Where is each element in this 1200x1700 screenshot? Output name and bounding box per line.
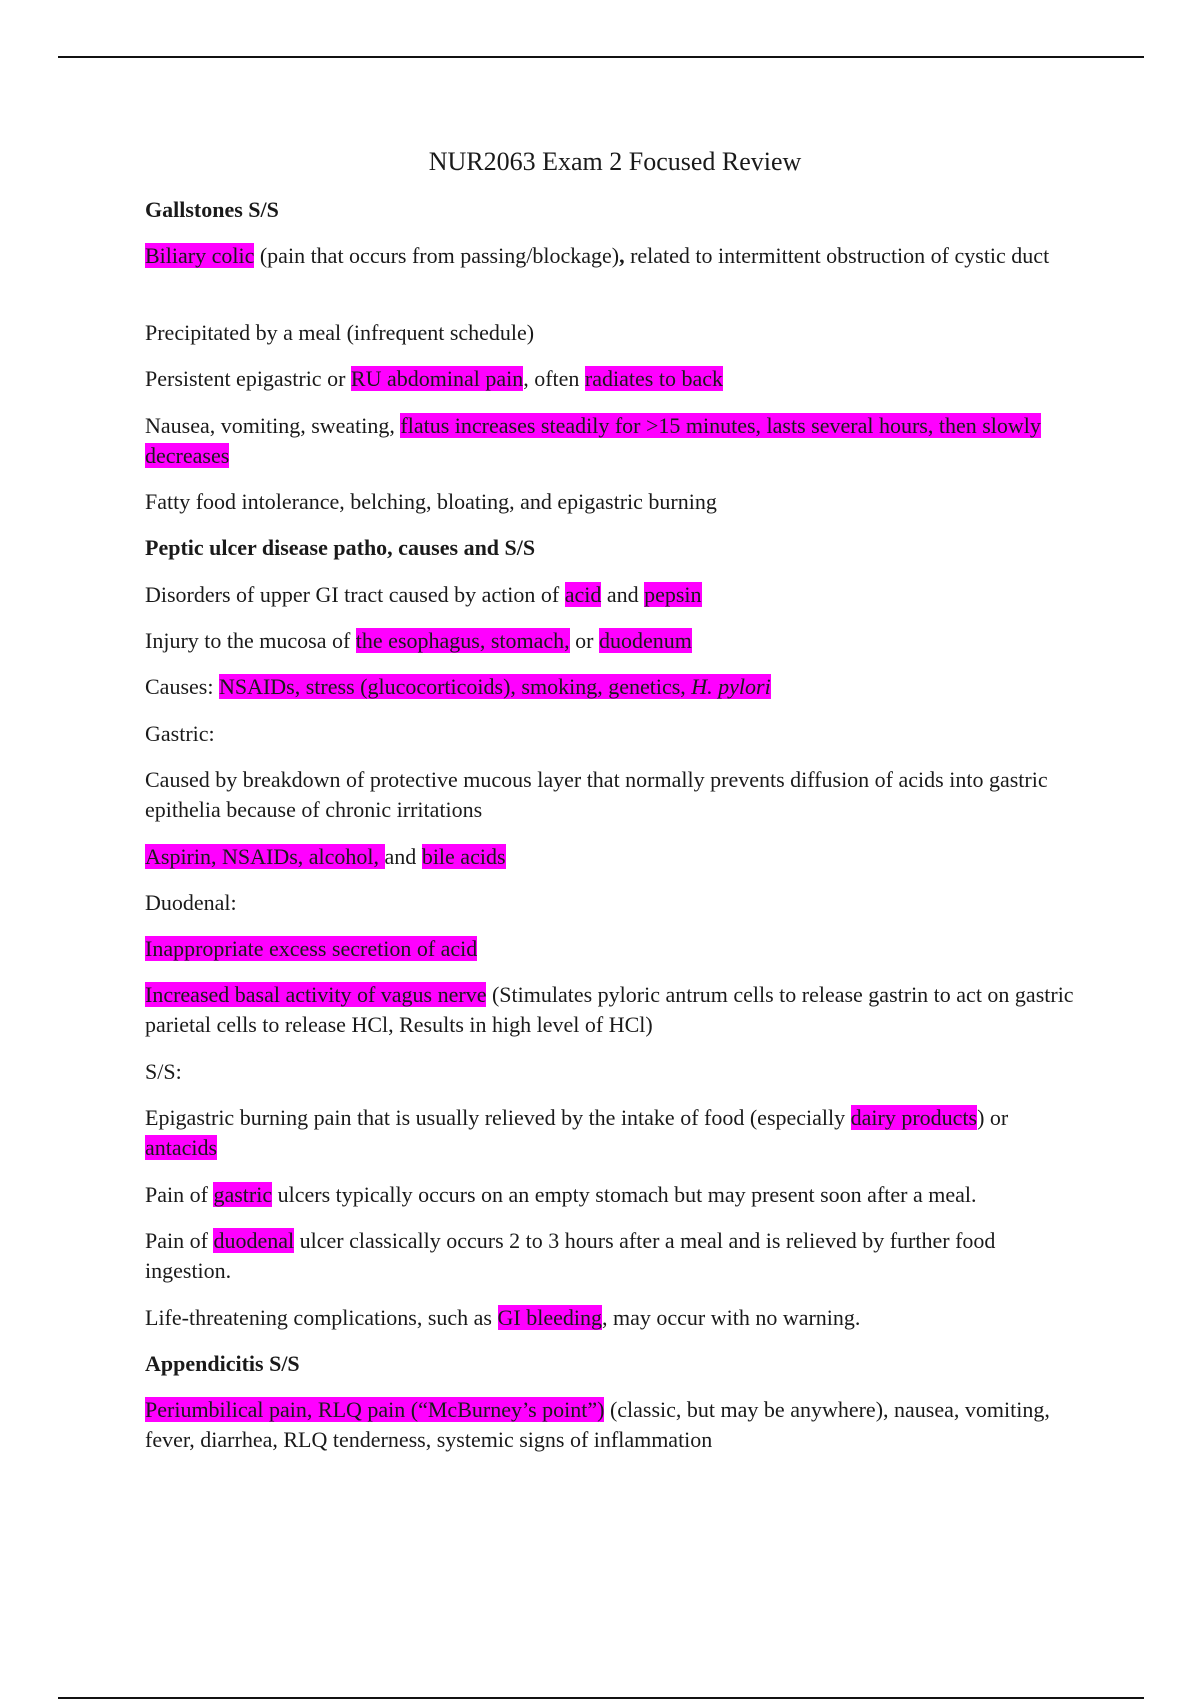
page-bottom-rule bbox=[58, 1697, 1144, 1699]
text: (Stimulates pyloric antrum cells to release gastrin to act on gastric parietal cells to release HCl, Results in high level of HCl) bbox=[145, 982, 1074, 1037]
pud-duodenal-acid bbox=[145, 934, 1085, 964]
highlight: bile acids bbox=[421, 844, 506, 869]
highlight: Periumbilical pain, RLQ pain (“McBurney’s point”) bbox=[145, 1397, 605, 1422]
gallstones-precipitated: Precipitated by a meal (infrequent schedule) bbox=[145, 320, 535, 345]
heading-appendicitis: Appendicitis S/S bbox=[145, 1351, 300, 1376]
pud-duodenal-label: Duodenal: bbox=[145, 890, 237, 915]
text: , bbox=[619, 243, 625, 268]
text: Causes: bbox=[145, 674, 219, 699]
text: Disorders of upper GI tract caused by action of bbox=[145, 582, 565, 607]
gallstones-biliary-colic bbox=[145, 241, 1085, 271]
highlight: Biliary colic bbox=[145, 243, 255, 268]
pud-injury bbox=[145, 626, 1085, 656]
pud-epigastric-pain bbox=[145, 1103, 1085, 1163]
highlight: Aspirin, NSAIDs, alcohol, bbox=[145, 844, 385, 869]
highlight: NSAIDs, stress (glucocorticoids), smoking, genetics, bbox=[218, 674, 692, 699]
text: or bbox=[569, 628, 599, 653]
text: (classic, but may be anywhere), nausea, vomiting, fever, diarrhea, RLQ tenderness, systemic signs of inflammation bbox=[145, 1397, 1050, 1452]
gallstones-epigastric-pain bbox=[145, 364, 1085, 394]
highlight: Inappropriate excess secretion of acid bbox=[145, 936, 478, 961]
pud-ss-label: S/S: bbox=[145, 1059, 182, 1084]
highlight: radiates to back bbox=[584, 366, 723, 391]
highlight: Increased basal activity of vagus nerve bbox=[145, 982, 487, 1007]
text: Epigastric burning pain that is usually relieved by the intake of food (especially bbox=[145, 1105, 851, 1130]
highlight: pepsin bbox=[644, 582, 702, 607]
pud-gastric-label: Gastric: bbox=[145, 721, 215, 746]
pud-gastric-cause: Caused by breakdown of protective mucous layer that normally prevents diffusion of acids into gastric epithelia because of chronic irritations bbox=[145, 767, 1048, 822]
gallstones-nausea bbox=[145, 411, 1085, 471]
text: Life-threatening complications, such as bbox=[145, 1305, 498, 1330]
pud-vagus bbox=[145, 980, 1085, 1040]
text: (pain that occurs from passing/blockage) bbox=[254, 243, 620, 268]
highlight: antacids bbox=[145, 1135, 218, 1160]
pud-complications bbox=[145, 1303, 1085, 1333]
heading-gallstones: Gallstones S/S bbox=[145, 197, 279, 222]
gallstones-fatty-food: Fatty food intolerance, belching, bloating, and epigastric burning bbox=[145, 489, 717, 514]
pud-duodenal-pain bbox=[145, 1226, 1085, 1286]
highlight: duodenum bbox=[598, 628, 692, 653]
text: Persistent epigastric or bbox=[145, 366, 351, 391]
text: Pain of bbox=[145, 1228, 214, 1253]
pud-causes bbox=[145, 672, 1085, 702]
heading-peptic-ulcer: Peptic ulcer disease patho, causes and S/S bbox=[145, 535, 536, 560]
page-top-rule bbox=[58, 56, 1144, 58]
text: ulcer classically occurs 2 to 3 hours after a meal and is relieved by further food ingestion. bbox=[145, 1228, 996, 1283]
highlight: dairy products bbox=[850, 1105, 978, 1130]
highlight: H. pylori bbox=[691, 674, 771, 699]
text: , may occur with no warning. bbox=[601, 1305, 861, 1330]
document-title: NUR2063 Exam 2 Focused Review bbox=[428, 147, 802, 176]
highlight: the esophagus, stomach, bbox=[355, 628, 570, 653]
text: ) or bbox=[977, 1105, 1009, 1130]
text: , often bbox=[523, 366, 585, 391]
text: Nausea, vomiting, sweating, bbox=[145, 413, 401, 438]
text: and bbox=[384, 844, 422, 869]
appendicitis-symptoms bbox=[145, 1395, 1085, 1455]
text: related to intermittent obstruction of cystic duct bbox=[624, 243, 1050, 268]
highlight: RU abdominal pain bbox=[350, 366, 524, 391]
highlight: gastric bbox=[213, 1182, 273, 1207]
highlight: acid bbox=[564, 582, 602, 607]
text: Injury to the mucosa of bbox=[145, 628, 356, 653]
text: Pain of bbox=[145, 1182, 214, 1207]
text: ulcers typically occurs on an empty stomach but may present soon after a meal. bbox=[272, 1182, 977, 1207]
text: and bbox=[601, 582, 645, 607]
highlight: GI bleeding bbox=[497, 1305, 602, 1330]
highlight: duodenal bbox=[213, 1228, 295, 1253]
highlight: flatus increases steadily for >15 minutes, lasts several hours, then slowly decreases bbox=[145, 413, 1041, 468]
pud-gastric-agents bbox=[145, 842, 1085, 872]
pud-disorders bbox=[145, 580, 1085, 610]
pud-gastric-pain bbox=[145, 1180, 1085, 1210]
